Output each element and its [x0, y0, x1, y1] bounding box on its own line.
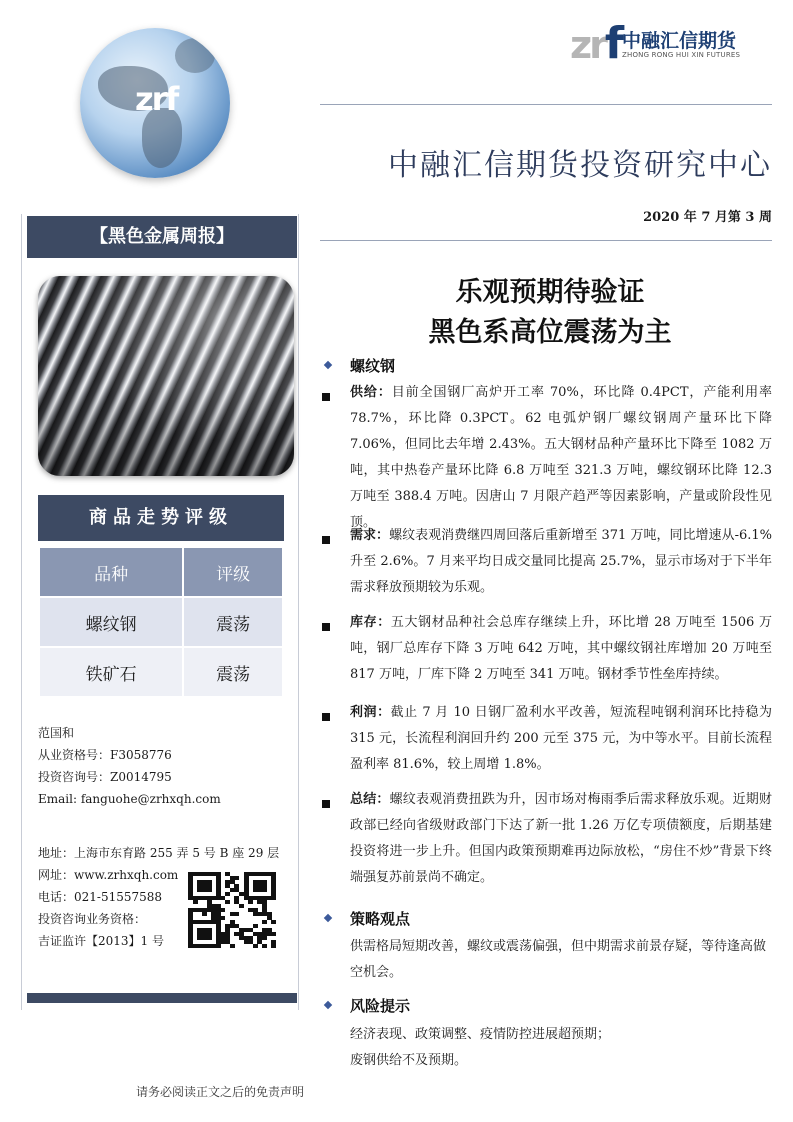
company-logo-mark: [570, 18, 621, 69]
company-license-label: 投资咨询业务资格：: [38, 912, 147, 926]
disclaimer-footer: 请务必阅读正文之后的免责声明: [135, 1085, 304, 1099]
qr-module: [230, 944, 235, 948]
bullet-label: 需求：: [350, 528, 390, 543]
qr-module: [271, 932, 276, 936]
bullet-inventory: [350, 610, 772, 688]
qr-module: [253, 944, 258, 948]
bullet-label: 供给：: [350, 385, 392, 400]
company-phone: 电话：021-51557588: [38, 890, 163, 904]
qr-module: [253, 924, 258, 928]
sidebar-bottom-band: [27, 993, 297, 1003]
qr-module: [271, 920, 276, 924]
strategy-text: 供需格局短期改善，螺纹或震荡偏强，但中期需求前景存疑，等待逢高做空机会。: [350, 939, 767, 980]
qr-module: [234, 912, 239, 916]
square-bullet-icon: [322, 536, 330, 544]
section-diamond-icon: [321, 358, 334, 371]
section-rebar: [322, 355, 395, 376]
qr-module: [220, 916, 225, 920]
risk-line-2: 废钢供给不及预期。: [350, 1053, 468, 1068]
qr-module: [262, 936, 267, 940]
section-risk: [322, 995, 410, 1016]
globe-land: [175, 38, 215, 73]
bullet-label: 库存：: [350, 615, 391, 630]
rating-title: 商品走势评级: [38, 495, 284, 541]
qr-module: [202, 912, 207, 916]
company-logo-english: ZHONG RONG HUI XIN FUTURES: [622, 51, 741, 59]
rating-value: 震荡: [183, 597, 283, 647]
section-diamond-icon: [321, 911, 334, 924]
company-website: 网址：www.zrhxqh.com: [38, 868, 179, 882]
qr-module: [271, 896, 276, 900]
bullet-text: 目前全国钢厂高炉开工率 70%，环比降 0.4PCT，产能利用率 78.7%，环比降 0.3PCT。62 电弧炉钢厂螺纹钢周产量环比下降 7.06%，但同比去年增 2.43%。五大钢材品种产量环比下降至 1082 万吨，其中热卷产量环比降 6.8 万吨至 321.3 万吨，螺纹钢环比降 12.3 万吨至 388.4 万吨。因唐山 7 月限产趋严等因素影响，产量或阶段性见顶。: [350, 385, 772, 530]
bullet-label: 总结：: [350, 792, 390, 807]
bullet-summary: [350, 787, 772, 891]
bullet-text: 螺纹表观消费扭跌为升，因市场对梅雨季后需求释放乐观。近期财政部已经向省级财政部门下达了新一批 1.26 万亿专项债额度，后期基建投资将进一步上升。但国内政策预期难再边际放松，“房住不炒”背景下终端强复苏前景尚不确定。: [350, 792, 772, 885]
analyst-consult-number: 投资咨询号：Z0014795: [38, 770, 172, 784]
qr-module: [193, 900, 198, 904]
steel-pipes-image: [38, 276, 294, 476]
square-bullet-icon: [322, 800, 330, 808]
rating-value: 震荡: [183, 647, 283, 697]
qr-module: [239, 904, 244, 908]
headline-line2: 黑色系高位震荡为主: [428, 317, 672, 348]
qr-module: [220, 908, 225, 912]
qr-module: [271, 944, 276, 948]
square-bullet-icon: [322, 713, 330, 721]
rating-header-row: [39, 547, 283, 597]
rating-commodity: 铁矿石: [39, 647, 183, 697]
qr-code-icon: [188, 872, 276, 948]
qr-module: [262, 888, 267, 892]
rating-header-cell: 品种: [39, 547, 183, 597]
rating-table: [38, 546, 284, 698]
qr-module: [216, 944, 221, 948]
qr-module: [225, 892, 230, 896]
table-row: [39, 597, 283, 647]
bullet-text: 五大钢材品种社会总库存继续上升，环比增 28 万吨至 1506 万吨，钢厂总库存下降 3 万吨 642 万吨，其中螺纹钢社库增加 20 万吨至 817 万吨，厂库下降 2 万吨至 341 万吨。钢材季节性垒库持续。: [350, 615, 772, 682]
risk-line-1: 经济表现、政策调整、疫情防控进展超预期；: [350, 1027, 611, 1042]
analyst-qualification: 从业资格号：F3058776: [38, 748, 172, 762]
research-center-title: 中融汇信期货投资研究中心: [388, 148, 772, 183]
qr-module: [248, 900, 253, 904]
report-date: 2020 年 7 月第 3 周: [643, 210, 772, 225]
section-diamond-icon: [321, 998, 334, 1011]
bullet-demand: [350, 523, 772, 601]
report-type-banner: 【黑色金属周报】: [27, 216, 297, 258]
qr-module: [225, 900, 230, 904]
bullet-text: 螺纹表观消费继四周回落后重新增至 371 万吨，同比增速从-6.1%升至 2.6%。7 月来平均日成交量同比提高 25.7%，显示市场对于下半年需求释放预期较为乐观。: [350, 528, 772, 595]
square-bullet-icon: [322, 623, 330, 631]
company-logo-name: 中融汇信期货: [622, 30, 737, 52]
section-rebar-label: 螺纹钢: [350, 357, 396, 375]
header-rule: [320, 104, 772, 105]
qr-module: [207, 936, 212, 940]
company-license: 吉证监许【2013】1 号: [38, 934, 164, 948]
logo-mark-left: zr: [570, 23, 605, 67]
date-rule: [320, 240, 772, 241]
bullet-label: 利润：: [350, 705, 391, 720]
analyst-info: [38, 722, 221, 810]
company-address: 地址：上海市东育路 255 弄 5 号 B 座 29 层: [38, 846, 280, 860]
globe-logo: [80, 28, 230, 178]
section-strategy: [322, 908, 410, 929]
bullet-text: 截止 7 月 10 日钢厂盈利水平改善，短流程吨钢利润环比持稳为 315 元，长流程利润回升约 200 元至 375 元，为中等水平。目前长流程盈利率 81.6%，较上周增 1.8%。: [350, 705, 772, 772]
bullet-profit: [350, 700, 772, 778]
table-row: [39, 647, 283, 697]
globe-mark: zrf: [135, 80, 178, 118]
analyst-email: Email: fanguohe@zrhxqh.com: [38, 792, 221, 806]
logo-mark-right: f: [604, 18, 622, 69]
qr-module: [234, 876, 239, 880]
qr-module: [262, 920, 267, 924]
headline-line1: 乐观预期待验证: [455, 277, 645, 308]
section-strategy-label: 策略观点: [350, 910, 411, 928]
rating-header-cell: 评级: [183, 547, 283, 597]
qr-module: [262, 944, 267, 948]
analyst-name: 范国和: [38, 726, 75, 740]
qr-module: [207, 888, 212, 892]
rating-commodity: 螺纹钢: [39, 597, 183, 647]
square-bullet-icon: [322, 393, 330, 401]
section-risk-label: 风险提示: [350, 997, 411, 1015]
bullet-supply: [350, 380, 772, 536]
